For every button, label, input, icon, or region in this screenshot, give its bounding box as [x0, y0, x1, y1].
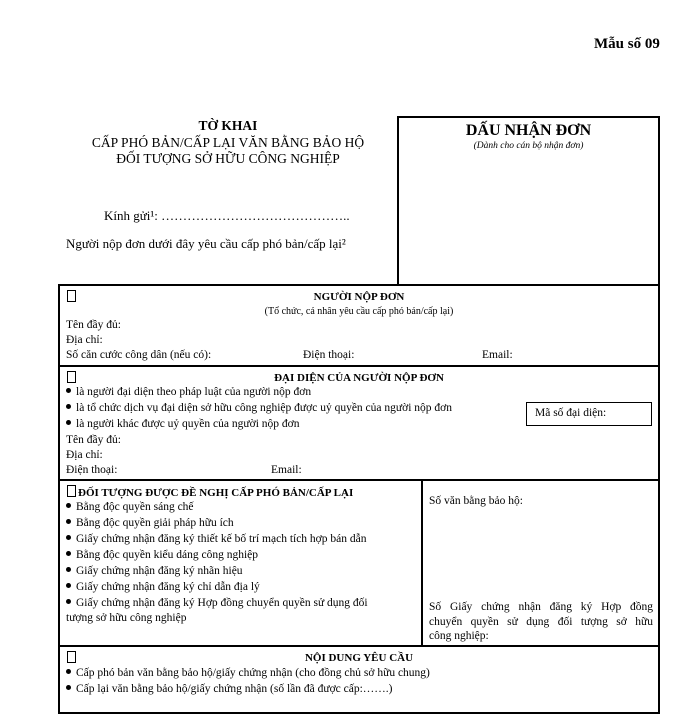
representative-option[interactable]: là người đại diện theo pháp luật của người nộp đơn — [66, 386, 311, 398]
representative-address-field[interactable]: Địa chỉ: — [66, 449, 103, 461]
subject-checkbox[interactable] — [67, 485, 76, 497]
content-item[interactable]: Cấp phó bản văn bằng bảo hộ/giấy chứng nhận (cho đồng chủ sở hữu chung) — [66, 667, 430, 679]
bullet-icon — [66, 551, 71, 556]
kinh-gui-field[interactable]: Kính gửi¹: …………………………………….. — [104, 208, 350, 223]
applicant-address-field[interactable]: Địa chỉ: — [66, 334, 103, 346]
rep-code-label: Mã số đại diện: — [535, 407, 607, 419]
bullet-icon — [66, 388, 71, 393]
bullet-icon — [66, 535, 71, 540]
form-subtitle-line2: ĐỐI TƯỢNG SỞ HỮU CÔNG NGHIỆP — [116, 151, 340, 166]
subject-item[interactable]: Giấy chứng nhận đăng ký chỉ dẫn địa lý — [66, 581, 260, 593]
bullet-icon — [66, 420, 71, 425]
representative-option[interactable]: là tổ chức dịch vụ đại diện sở hữu công nghiệp được uỷ quyền của người nộp đơn — [66, 402, 452, 414]
representative-option[interactable]: là người khác được uỷ quyền của người nộp đơn — [66, 418, 299, 430]
applicant-email-field[interactable]: Email: — [482, 349, 513, 361]
content-title: NỘI DUNG YÊU CẦU — [304, 652, 414, 664]
representative-email-field[interactable]: Email: — [271, 464, 302, 476]
bullet-icon — [66, 583, 71, 588]
form-number: Mẫu số 09 — [594, 36, 660, 52]
subject-section — [60, 481, 422, 645]
content-item[interactable]: Cấp lại văn bằng bảo hộ/giấy chứng nhận (số lần đã được cấp:…….) — [66, 683, 393, 695]
subject-item[interactable]: Bằng độc quyền kiểu dáng công nghiệp — [66, 549, 258, 561]
subject-item[interactable]: Giấy chứng nhận đăng ký thiết kế bố trí mạch tích hợp bán dẫn — [66, 533, 366, 545]
bullet-icon — [66, 567, 71, 572]
form-title: TỜ KHAI — [198, 118, 258, 133]
representative-name-field[interactable]: Tên đầy đủ: — [66, 434, 121, 446]
subject-item[interactable]: Giấy chứng nhận đăng ký nhãn hiệu — [66, 565, 243, 577]
applicant-title: NGƯỜI NỘP ĐƠN — [313, 291, 405, 303]
bullet-icon — [66, 685, 71, 690]
applicant-phone-field[interactable]: Điện thoại: — [303, 349, 355, 361]
applicant-section — [60, 286, 658, 364]
bullet-icon — [66, 669, 71, 674]
subject-item-continued: tượng sở hữu công nghiệp — [66, 612, 187, 624]
bullet-icon — [66, 519, 71, 524]
representative-phone-field[interactable]: Điện thoại: — [66, 464, 118, 476]
stamp-title: DẤU NHẬN ĐƠN — [465, 122, 592, 139]
applicant-subtitle: (Tổ chức, cá nhân yêu cầu cấp phó bản/cấp lại) — [264, 306, 454, 317]
request-line: Người nộp đơn dưới đây yêu cầu cấp phó bản/cấp lại² — [66, 236, 346, 251]
applicant-name-field[interactable]: Tên đầy đủ: — [66, 319, 121, 331]
representative-section — [60, 367, 658, 479]
subject-item[interactable]: Bằng độc quyền giải pháp hữu ích — [66, 517, 234, 529]
divider — [421, 481, 423, 645]
form-header — [60, 118, 396, 167]
stamp-subtitle: (Dành cho cán bộ nhận đơn) — [473, 141, 584, 151]
contract-certificate-field[interactable]: Số Giấy chứng nhận đăng ký Hợp đồng chuyển quyền sử dụng đối tượng sở hữu công nghiệp: — [429, 601, 653, 642]
applicant-id-field[interactable]: Số căn cước công dân (nếu có): — [66, 349, 212, 361]
patent-number-field[interactable]: Số văn bằng bảo hộ: — [429, 495, 523, 507]
content-section — [60, 647, 658, 700]
stamp-box — [397, 116, 660, 286]
subject-title: ĐỐI TƯỢNG ĐƯỢC ĐỀ NGHỊ CẤP PHÓ BẢN/CẤP LẠI — [67, 485, 353, 499]
bullet-icon — [66, 404, 71, 409]
subject-item[interactable]: Giấy chứng nhận đăng ký Hợp đồng chuyển quyền sử dụng đối — [66, 597, 368, 609]
form-subtitle-line1: CẤP PHÓ BẢN/CẤP LẠI VĂN BẰNG BẢO HỘ — [91, 135, 365, 150]
bullet-icon — [66, 503, 71, 508]
bullet-icon — [66, 599, 71, 604]
representative-title: ĐẠI DIỆN CỦA NGƯỜI NỘP ĐƠN — [274, 372, 444, 384]
rep-code-box[interactable] — [526, 402, 652, 426]
subject-item[interactable]: Bằng độc quyền sáng chế — [66, 501, 194, 513]
